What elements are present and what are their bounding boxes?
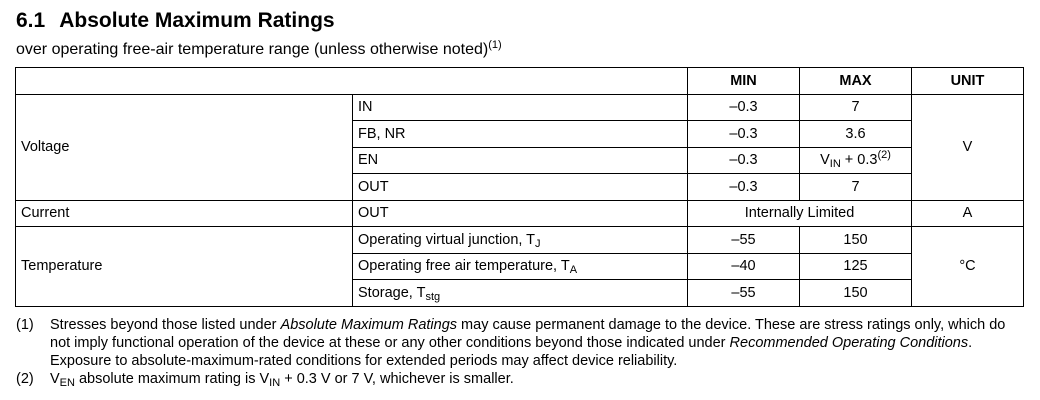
table-subtitle: over operating free-air temperature range (unless otherwise noted)$^{(1)}$ [16, 39, 502, 58]
param-cell: OUT [353, 174, 688, 201]
row-group-voltage: Voltage [16, 94, 353, 200]
header-min: MIN [688, 68, 800, 95]
table-header-row [16, 68, 1024, 95]
footnote-2: (2) $V_{EN}$ absolute maximum rating is $V_{IN} + 0.3$ V or 7 V, whichever is smaller. [16, 371, 514, 389]
row-group-temperature: Temperature [16, 227, 353, 307]
param-cell: Operating free air temperature, $T_A$ [353, 253, 688, 280]
param-cell: EN [353, 147, 688, 174]
unit-cell-temperature: °C [912, 227, 1024, 307]
max-cell: 7 [800, 94, 912, 121]
param-cell: IN [353, 94, 688, 121]
min-cell: –0.3 [688, 147, 800, 174]
footnotes [16, 316, 1028, 388]
table-row [16, 200, 1024, 227]
unit-cell-voltage: V [912, 94, 1024, 200]
header-blank [16, 68, 688, 95]
footnote-1: (1) Stresses beyond those listed under Absolute Maximum Ratings may cause permanent damage to the device. These are stress ratings only, which do not imply functional operation of the device at these or any other conditions beyond those indicated under Recommended Operating Conditions. Exposure to absolute-maximum-rated conditions for extended periods may affect device reliability. [16, 317, 1006, 369]
section-heading [16, 9, 335, 33]
header-max: MAX [800, 68, 912, 95]
param-cell: Storage, $T_{stg}$ [353, 280, 688, 307]
min-cell: –0.3 [688, 174, 800, 201]
max-cell: 150 [800, 227, 912, 254]
param-cell: OUT [353, 200, 688, 227]
row-group-current: Current [16, 200, 353, 227]
footnote-ref-2[interactable]: (2) [877, 149, 891, 162]
max-cell: 7 [800, 174, 912, 201]
max-cell: 150 [800, 280, 912, 307]
absolute-max-ratings-table [15, 67, 1024, 307]
current-value-cell: Internally Limited [688, 200, 912, 227]
unit-cell-current: A [912, 200, 1024, 227]
section-number: 6.1 [16, 9, 46, 32]
footnote-mark: (1) [16, 317, 34, 333]
min-cell: –55 [688, 227, 800, 254]
max-cell: $V_{IN} + 0.3^{(2)}$ [800, 147, 912, 174]
min-cell: –0.3 [688, 94, 800, 121]
footnote-ref-1[interactable]: (1) [488, 39, 502, 51]
max-cell: 125 [800, 253, 912, 280]
section-title: Absolute Maximum Ratings [59, 9, 335, 32]
min-cell: –40 [688, 253, 800, 280]
header-unit: UNIT [912, 68, 1024, 95]
min-cell: –55 [688, 280, 800, 307]
param-cell: Operating virtual junction, $T_J$ [353, 227, 688, 254]
table-row [16, 227, 1024, 254]
max-cell: 3.6 [800, 121, 912, 148]
table-row [16, 94, 1024, 121]
param-cell: FB, NR [353, 121, 688, 148]
min-cell: –0.3 [688, 121, 800, 148]
footnote-mark: (2) [16, 371, 34, 387]
